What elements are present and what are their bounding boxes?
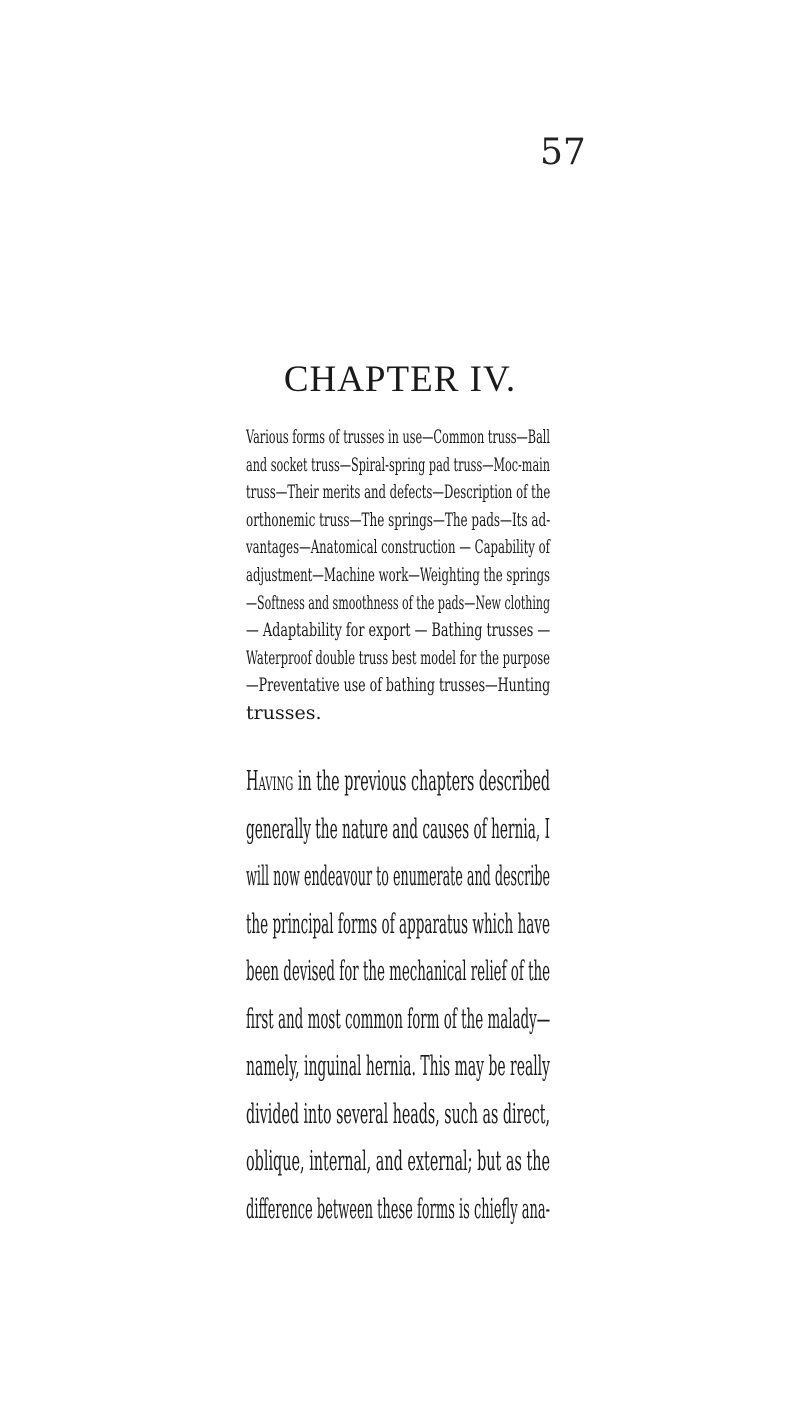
- synopsis-line: vantages—Anatomical construction — Capability of: [246, 536, 550, 559]
- synopsis-line: orthonemic truss—The springs—The pads—Its ad-: [246, 508, 551, 531]
- synopsis-line: Waterproof double truss best model for the purpose: [246, 646, 550, 669]
- body-line: [246, 758, 550, 806]
- body-line: oblique, internal, and external; but as the: [246, 1146, 550, 1177]
- body-line: the principal forms of apparatus which have: [246, 908, 550, 940]
- synopsis-line: — Adaptability for export — Bathing trusses —: [246, 619, 551, 642]
- synopsis-line: and socket truss—Spiral-spring pad truss—Moc-main: [246, 453, 550, 476]
- synopsis-line: trusses.: [246, 701, 322, 724]
- body-line: divided into several heads, such as direct,: [246, 1098, 550, 1130]
- synopsis-line: —Softness and smoothness of the pads—New clothing: [246, 591, 551, 614]
- chapter-synopsis: [246, 424, 550, 728]
- opening-word: Having: [246, 766, 294, 797]
- body-line: generally the nature and causes of hernia, I: [246, 813, 551, 845]
- body-line: been devised for the mechanical relief of the: [246, 956, 551, 987]
- body-line: will now endeavour to enumerate and describe: [246, 861, 550, 892]
- page-number: 57: [540, 132, 586, 173]
- synopsis-line: —Preventative use of bathing trusses—Hunting: [246, 674, 551, 697]
- body-line: namely, inguinal hernia. This may be really: [246, 1051, 550, 1082]
- body-line: first and most common form of the malady—: [246, 1003, 551, 1035]
- body-paragraph: [246, 758, 550, 1233]
- synopsis-line: Various forms of trusses in use—Common truss—Ball: [246, 426, 550, 448]
- chapter-heading: CHAPTER IV.: [283, 359, 517, 400]
- body-line: difference between these forms is chiefly ana-: [246, 1193, 550, 1225]
- synopsis-line: adjustment—Machine work—Weighting the springs: [246, 563, 550, 586]
- synopsis-line: truss—Their merits and defects—Description of the: [246, 481, 551, 504]
- body-line-text: in the previous chapters described: [293, 766, 550, 797]
